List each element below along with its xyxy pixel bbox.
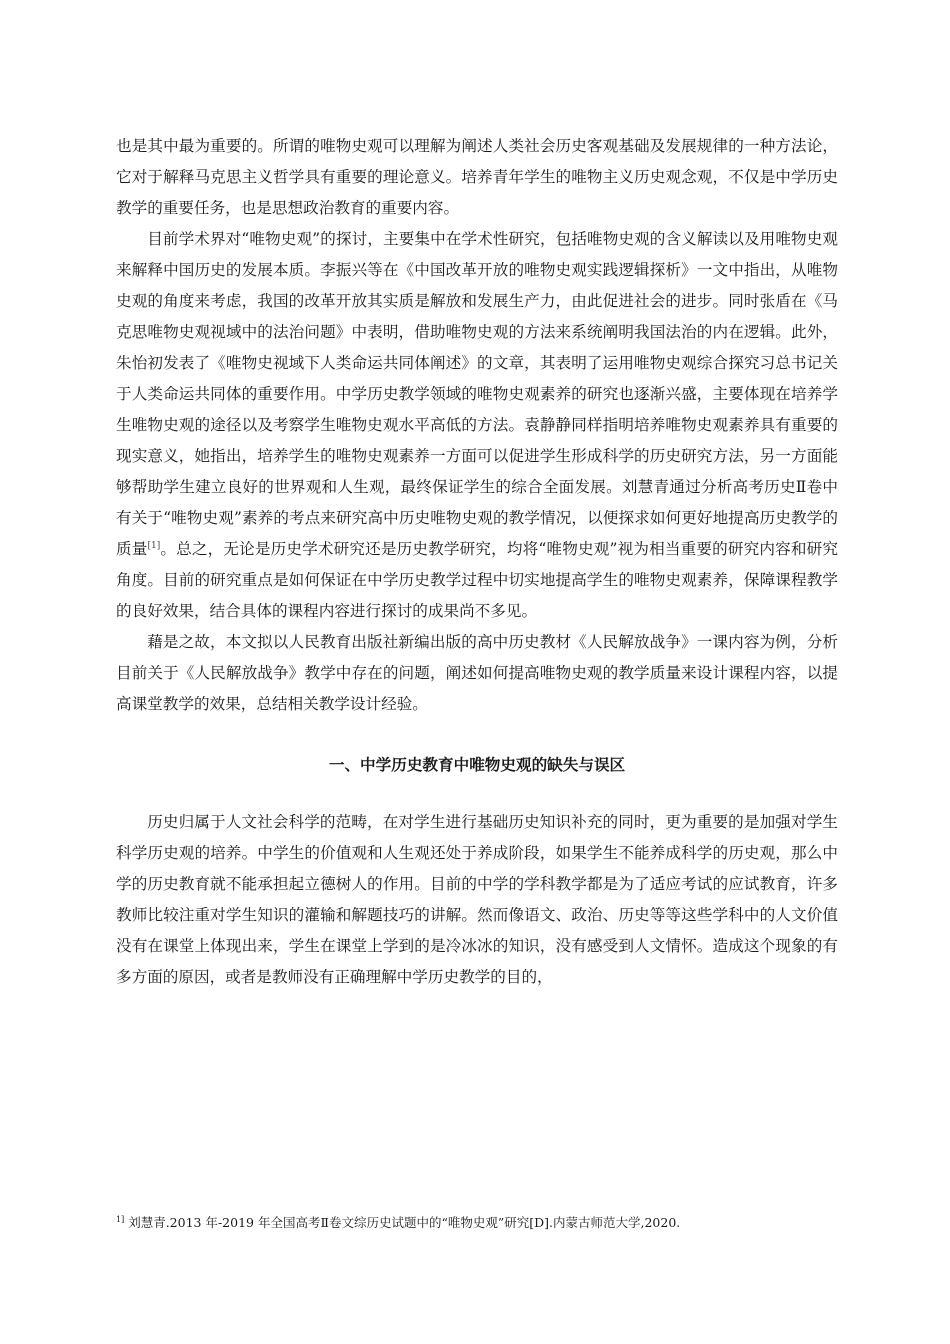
footnote-text: 刘慧青.2013 年-2019 年全国高考Ⅱ卷文综历史试题中的“唯物史观”研究[D].内蒙古师范大学,2020. [128, 1215, 681, 1230]
paragraph-2-text-a: 目前学术界对“唯物史观”的探讨，主要集中在学术性研究，包括唯物史观的含义解读以及用唯物史观来解释中国历史的发展本质。李振兴等在《中国改革开放的唯物史观实践逻辑探析》一文中指出，从唯物史观的角度来考虑，我国的改革开放其实质是解放和发展生产力，由此促进社会的进步。同时张盾在《马克思唯物史观视域中的法治问题》中表明，借助唯物史观的方法来系统阐明我国法治的内在逻辑。此外，朱怡初发表了《唯物史视域下人类命运共同体阐述》的文章，其表明了运用唯物史观综合探究习总书记关于人类命运共同体的重要作用。中学历史教学领域的唯物史观素养的研究也逐渐兴盛，主要体现在培养学生唯物史观的途径以及考察学生唯物史观水平高低的方法。袁静静同样指明培养唯物史观素养具有重要的现实意义，她指出，培养学生的唯物史观素养一方面可以促进学生形成科学的历史研究方法，另一方面能够帮助学生建立良好的世界观和人生观，最终保证学生的综合全面发展。刘慧青通过分析高考历史Ⅱ卷中有关于“唯物史观”素养的考点来研究高中历史唯物史观的教学情况，以便探求如何更好地提高历史教学的质量 [116, 230, 838, 558]
footnote [116, 1214, 838, 1232]
citation-ref-1[interactable]: [1] [147, 540, 161, 551]
paragraph-3: 藉是之故，本文拟以人民教育出版社新编出版的高中历史教材《人民解放战争》一课内容为例，分析目前关于《人民解放战争》教学中存在的问题，阐述如何提高唯物史观的教学质量来设计课程内容，以提高课堂教学的效果，总结相关教学设计经验。 [116, 633, 838, 713]
section-heading: 一、中学历史教育中唯物史观的缺失与误区 [328, 756, 626, 774]
paragraph-1: 也是其中最为重要的。所谓的唯物史观可以理解为阐述人类社会历史客观基础及发展规律的一种方法论，它对于解释马克思主义哲学具有重要的理论意义。培养青年学生的唯物主义历史观念观，不仅是中学历史教学的重要任务，也是思想政治教育的重要内容。 [116, 137, 838, 217]
paragraph-2 [116, 224, 838, 627]
document-body [116, 131, 838, 993]
paragraph-2-text-b: 。总之，无论是历史学术研究还是历史教学研究，均将“唯物史观”视为相当重要的研究内容和研究角度。目前的研究重点是如何保证在中学历史教学过程中切实地提高学生的唯物史观素养，保障课程教学的良好效果，结合具体的课程内容进行探讨的成果尚不多见。 [116, 540, 838, 620]
footnote-marker: 1] [116, 1214, 125, 1224]
paragraph-4: 历史归属于人文社会科学的范畴，在对学生进行基础历史知识补充的同时，更为重要的是加强对学生科学历史观的培养。中学生的价值观和人生观还处于养成阶段，如果学生不能养成科学的历史观，那么中学的历史教育就不能承担起立德树人的作用。目前的中学的学科教学都是为了适应考试的应试教育，许多教师比较注重对学生知识的灌输和解题技巧的讲解。然而像语文、政治、历史等等这些学科中的人文价值没有在课堂上体现出来，学生在课堂上学到的是冷冰冰的知识，没有感受到人文情怀。造成这个现象的有多方面的原因，或者是教师没有正确理解中学历史教学的目的， [116, 813, 838, 986]
